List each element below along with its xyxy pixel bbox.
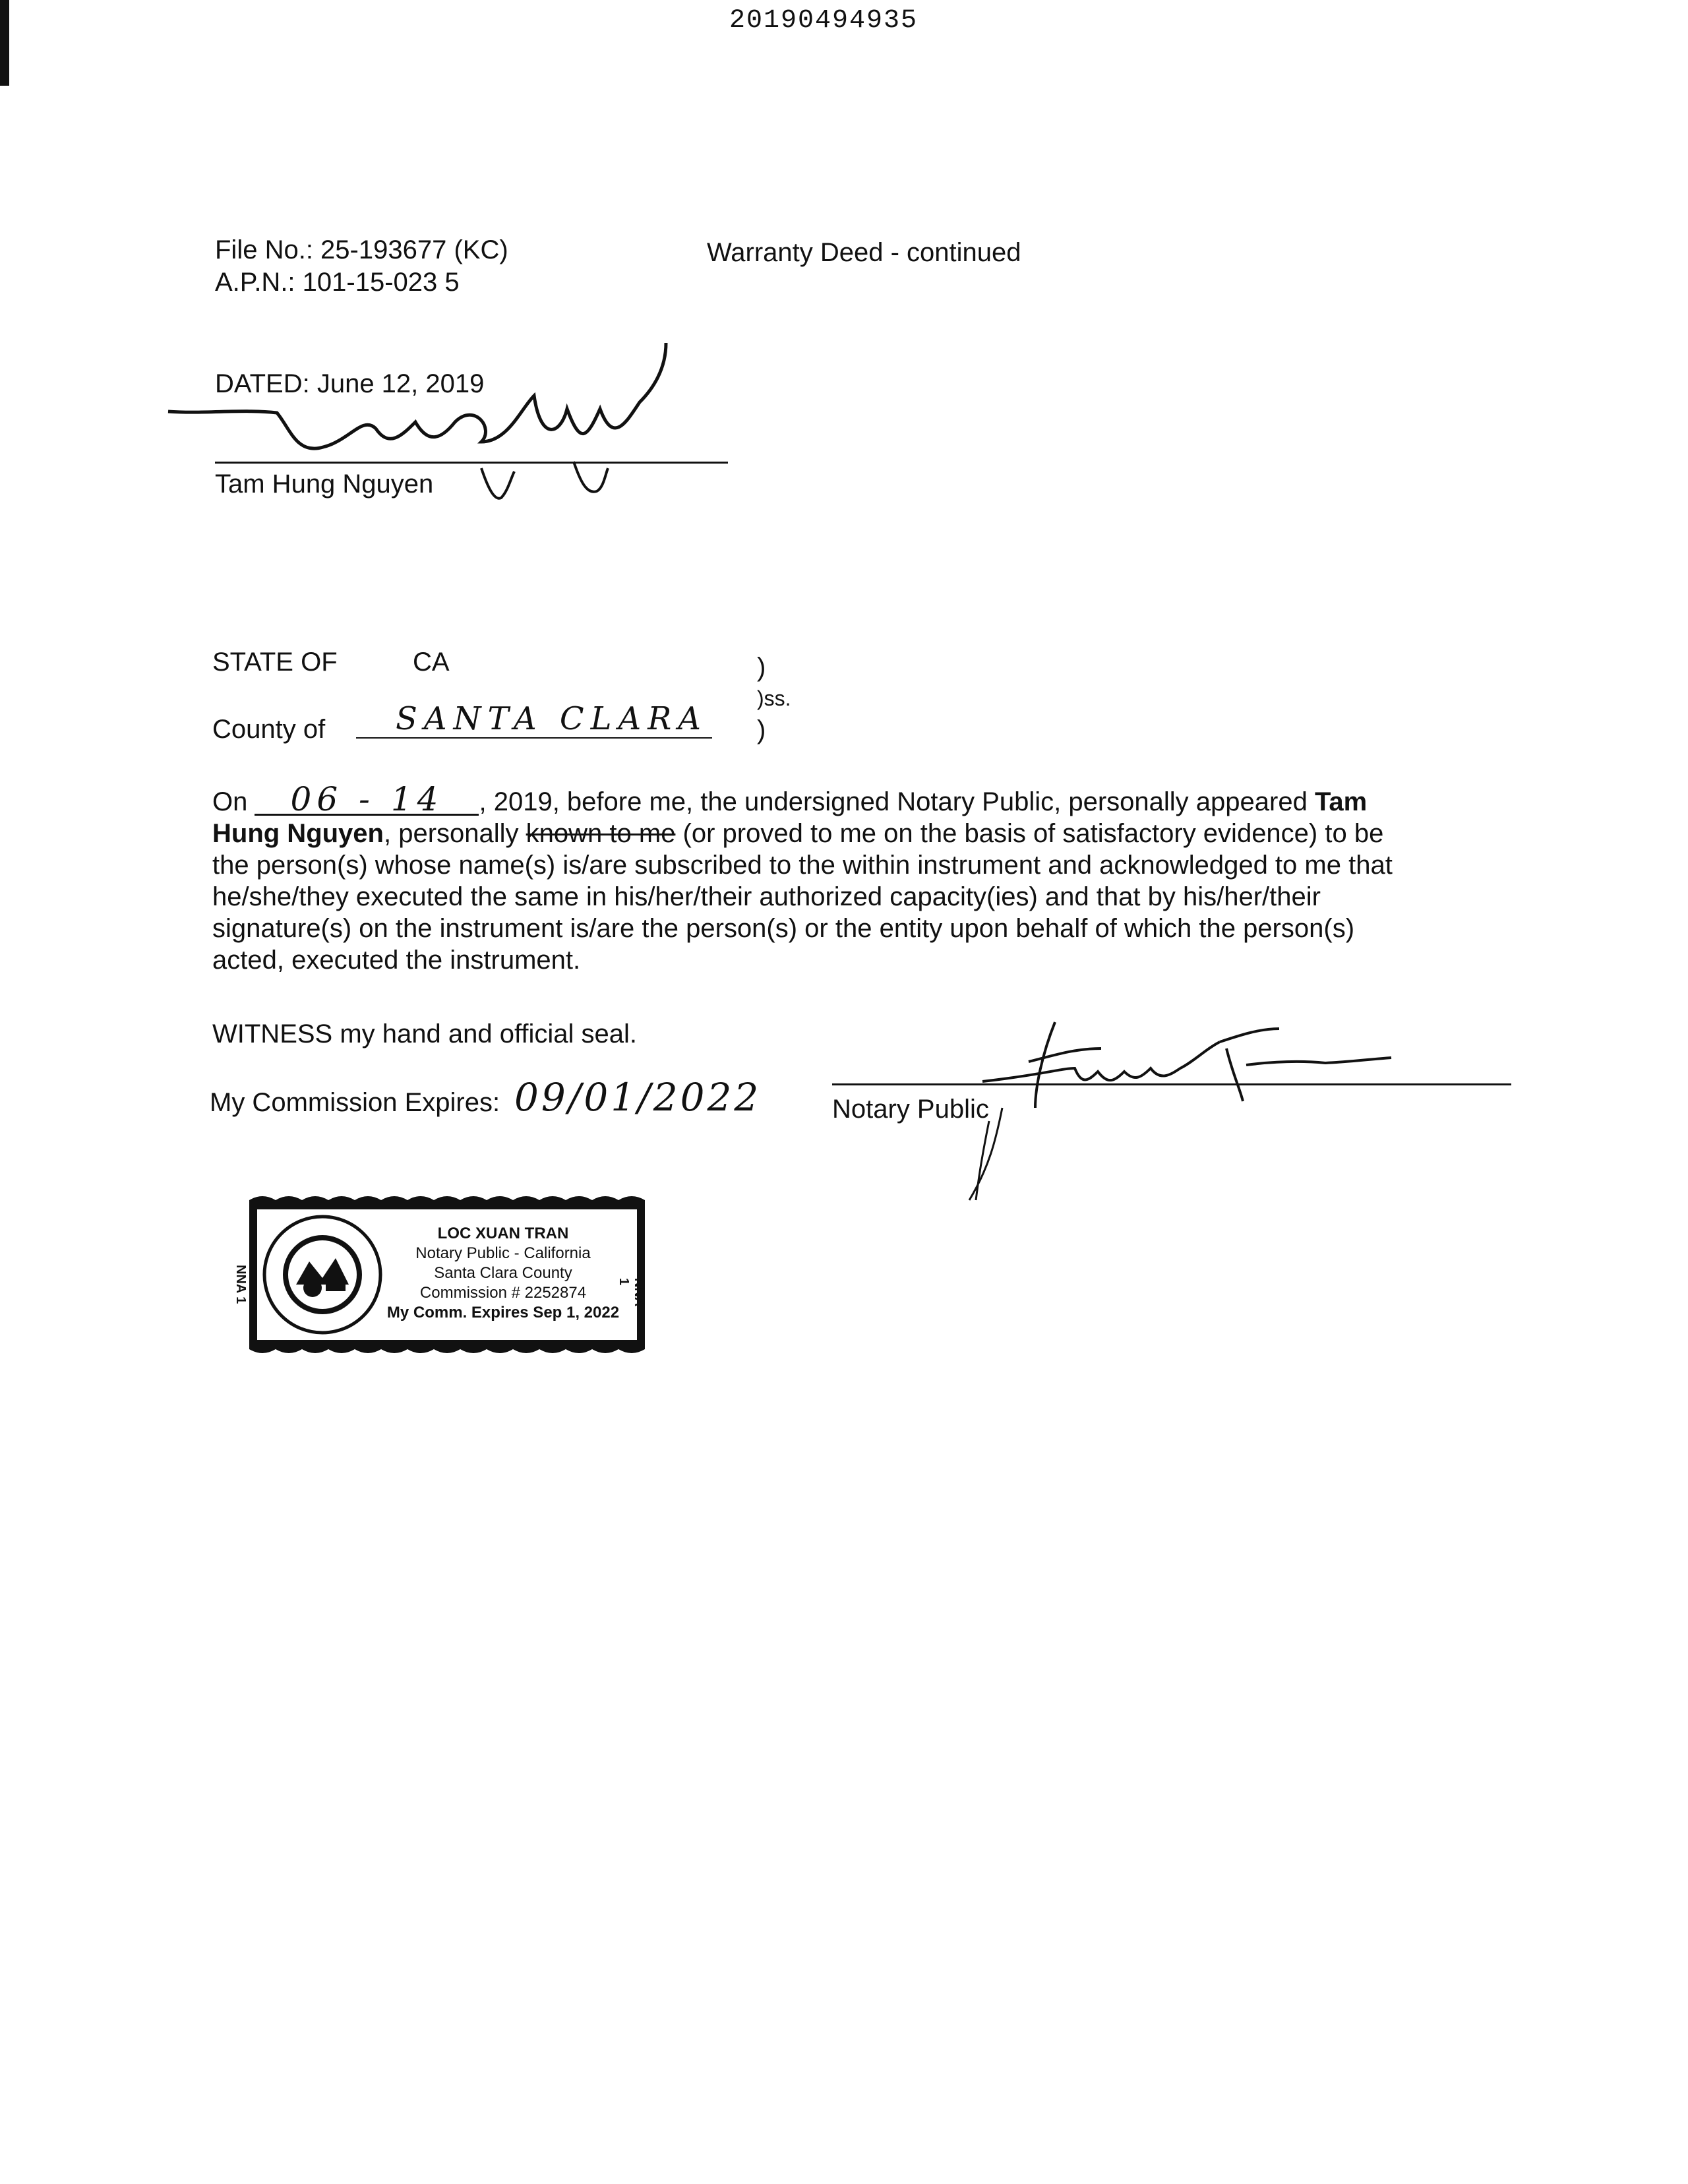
county-label: County of (212, 715, 326, 744)
witness-statement: WITNESS my hand and official seal. (212, 1019, 637, 1048)
venue-paren-3: ) (757, 715, 766, 744)
great-seal-icon (260, 1212, 385, 1337)
ack-line-2 (212, 818, 1465, 849)
seal-side-code-left: NNA 1 (233, 1265, 248, 1304)
seal-expires: My Comm. Expires Sep 1, 2022 (386, 1304, 620, 1321)
seal-side-code-right: NNA 1 (617, 1278, 646, 1306)
notary-signature (943, 1002, 1418, 1213)
ack-on: On (212, 787, 248, 816)
scan-edge-mark (0, 0, 9, 86)
seal-text-block (381, 1224, 625, 1323)
dated-line: DATED: June 12, 2019 (215, 369, 485, 398)
seal-notary-name: LOC XUAN TRAN (437, 1225, 569, 1242)
signature-line (215, 462, 728, 464)
ack-name-bold-2: Hung Nguyen (212, 819, 384, 848)
apn-number: A.P.N.: 101-15-023 5 (215, 268, 460, 297)
ack-struck-known: known to me (526, 819, 676, 848)
acknowledgment-paragraph (212, 780, 1465, 976)
ack-name-bold-1: Tam (1314, 787, 1368, 816)
document-title: Warranty Deed - continued (707, 238, 1021, 267)
seal-county: Santa Clara County (434, 1264, 572, 1282)
ack-line-2b: (or proved to me on the basis of satisfactory evidence) to be (675, 819, 1384, 848)
state-label: STATE OF (212, 648, 338, 677)
county-line (356, 737, 712, 739)
ack-line-1 (212, 780, 1465, 818)
ack-line-5: signature(s) on the instrument is/are the person(s) or the entity upon behalf of which the person(s) (212, 914, 1355, 943)
ack-year-text: , 2019, before me, the undersigned Notary Public, personally appeared (479, 787, 1315, 816)
ack-line-6: acted, executed the instrument. (212, 946, 581, 975)
file-number: File No.: 25-193677 (KC) (215, 235, 508, 264)
seal-commission-number: Commission # 2252874 (419, 1284, 587, 1302)
state-value: CA (413, 648, 450, 677)
notary-seal-stamp (233, 1192, 651, 1357)
notary-public-label: Notary Public (832, 1095, 989, 1124)
recording-number: 20190494935 (729, 6, 919, 36)
venue-ss: )ss. (757, 686, 791, 710)
ack-line-3: the person(s) whose name(s) is/are subscribed to the within instrument and acknowledged to me that (212, 851, 1393, 880)
commission-label: My Commission Expires: (210, 1088, 500, 1117)
commission-expiry-handwritten: 09/01/2022 (514, 1075, 762, 1120)
ack-date-handwritten: 06 - 14 (255, 785, 479, 816)
ack-line-2a: , personally (383, 819, 526, 848)
ack-line-4: he/she/they executed the same in his/her/their authorized capacity(ies) and that by his/her/their (212, 882, 1321, 911)
signer-name: Tam Hung Nguyen (215, 470, 434, 499)
seal-notary-title: Notary Public - California (415, 1244, 591, 1262)
county-value: SANTA CLARA (396, 700, 708, 737)
venue-paren-1: ) (757, 653, 766, 682)
